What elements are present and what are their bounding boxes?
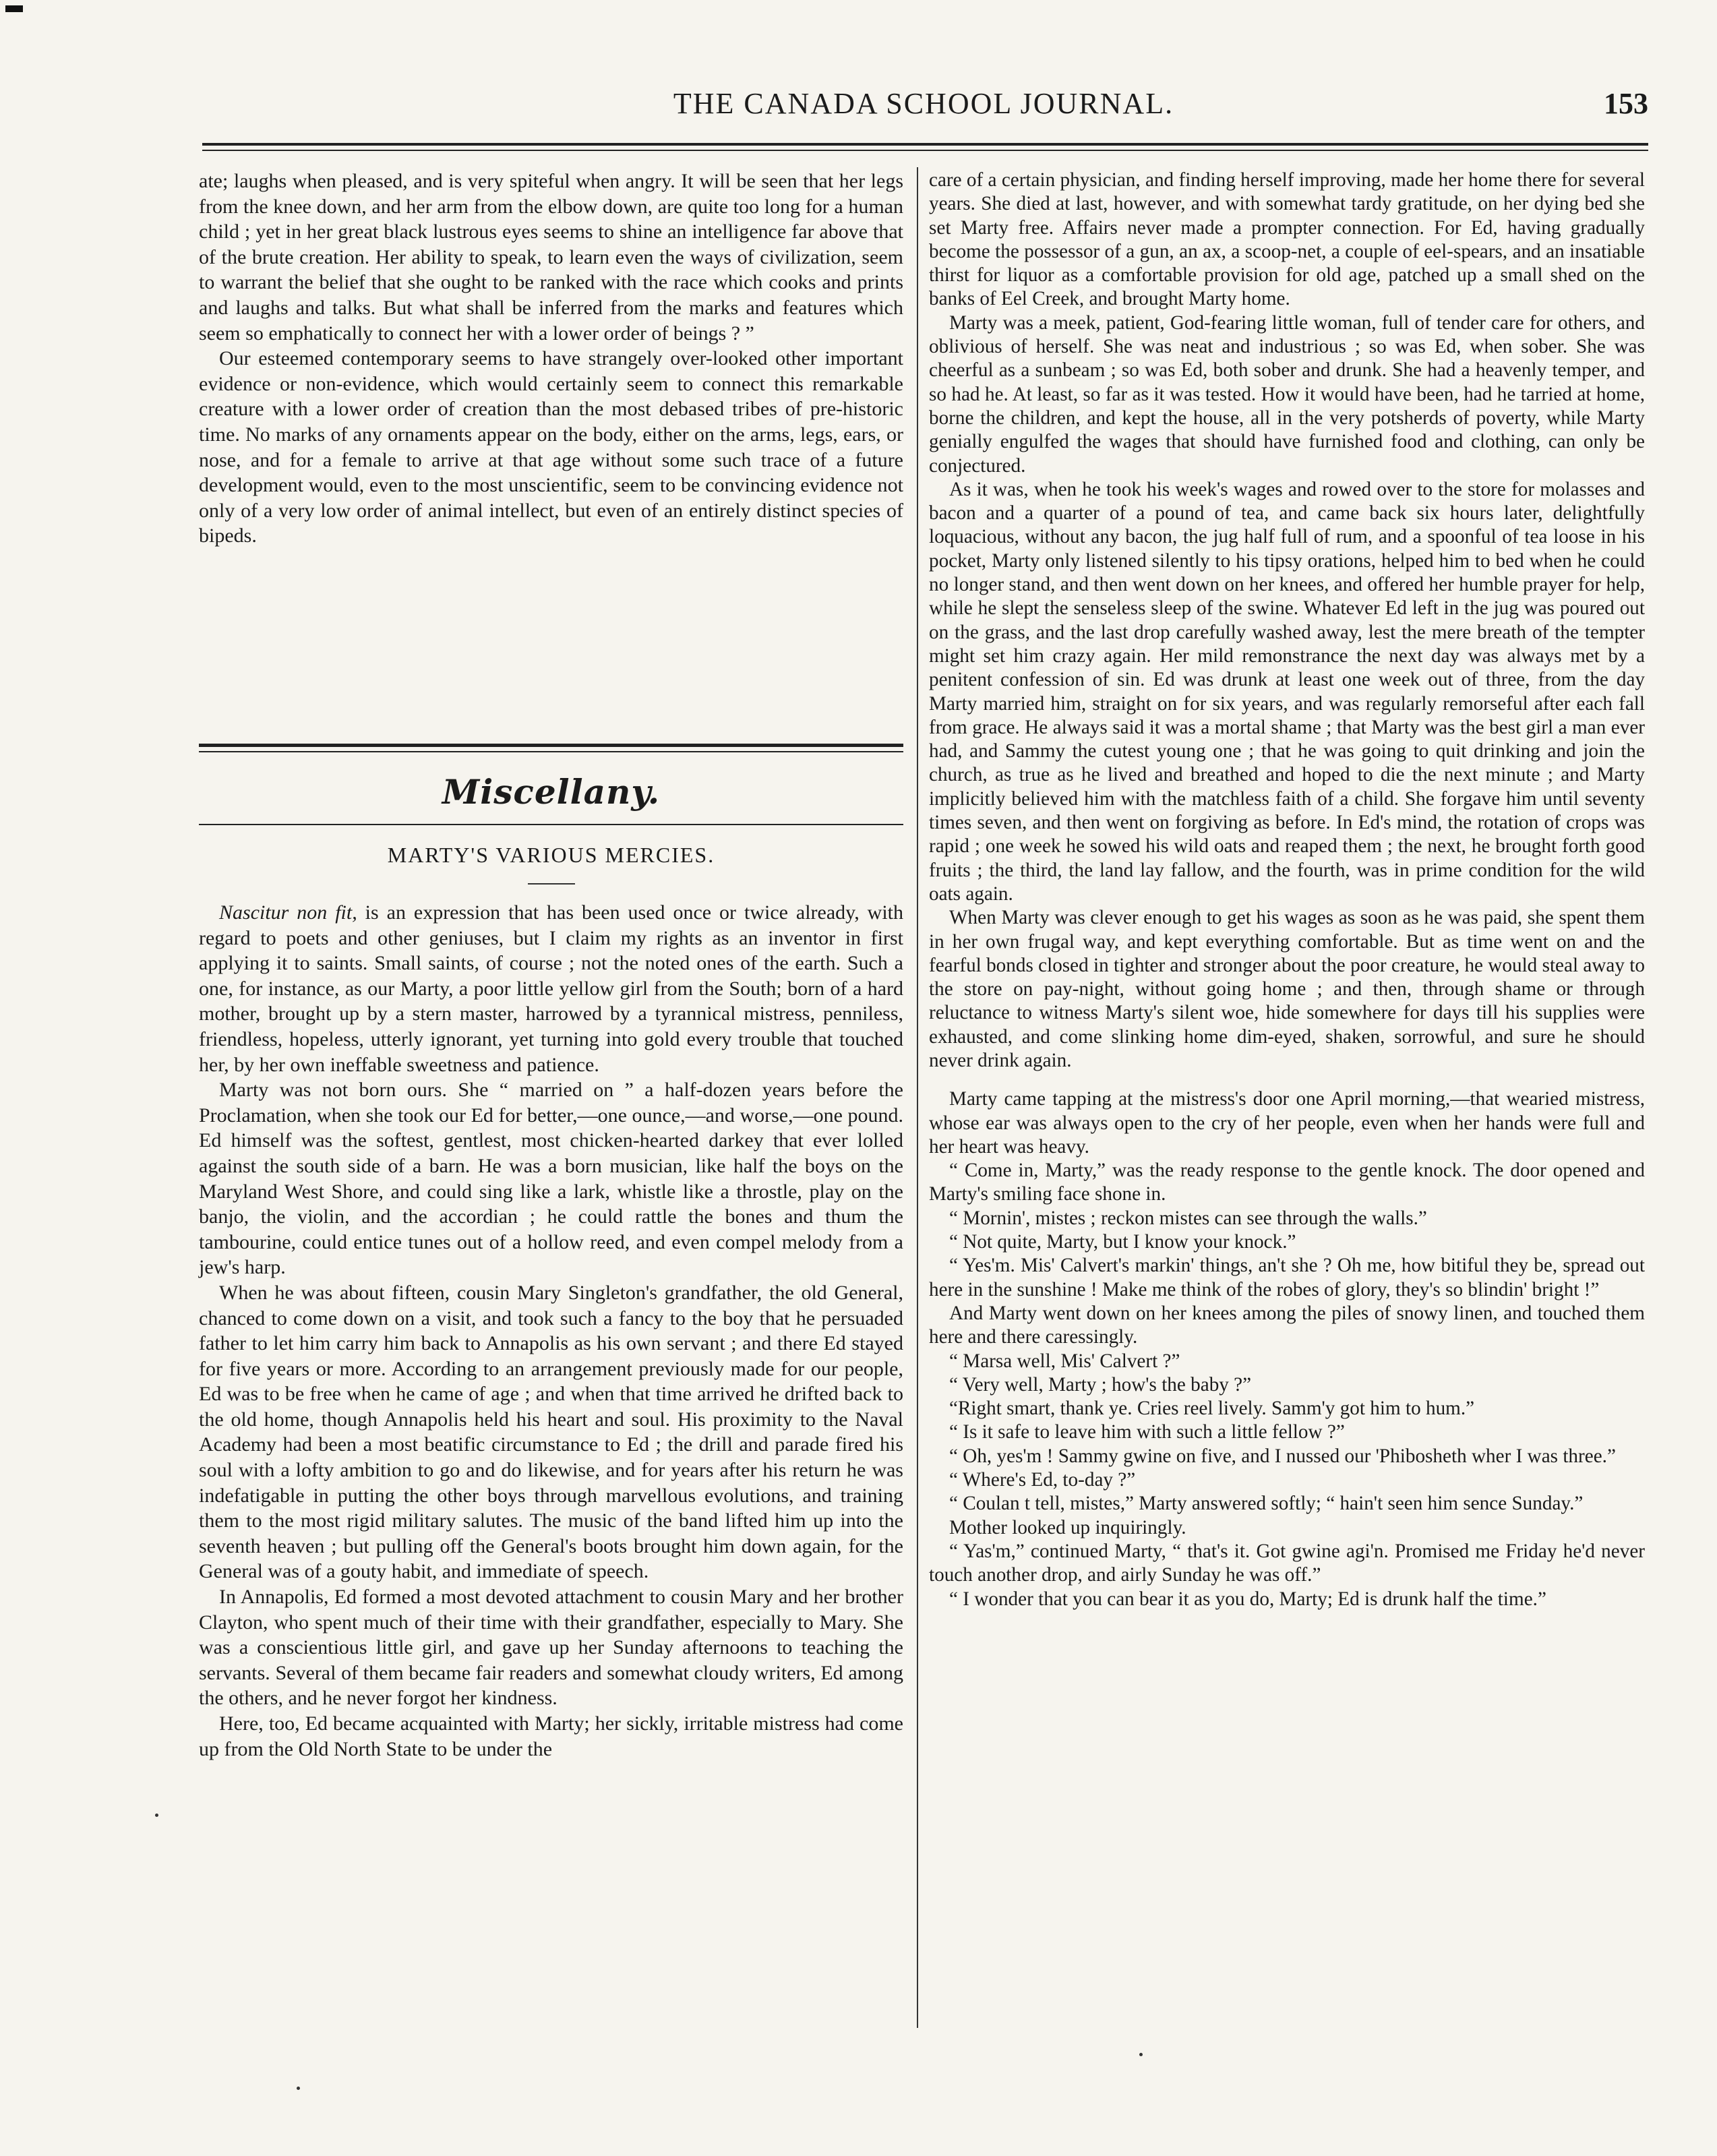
header-rule-top	[202, 143, 1648, 146]
right-paragraph-4: When Marty was clever enough to get his wages as soon as he was paid, she spent them in her own frugal way, and kept everything comfortable. But as time went on and the fearful bonds closed in tighter and stronger about the poor creature, he would steal away to the store on pay-night, without going home ; and then, through shame or through reluctance to witness Marty's silent woe, hide somewhere for days till his supplies were exhausted, and come slinking home dim-eyed, shaken, sorrowful, and sure he should never drink again.	[929, 907, 1645, 1071]
dialogue-paragraph-14: Mother looked up inquiringly.	[949, 1516, 1186, 1538]
dialogue-paragraph-11: “ Oh, yes'm ! Sammy gwine on five, and I nussed our 'Phibosheth wher I was three.”	[949, 1445, 1616, 1467]
left-intro-paragraph-1: ate; laughs when pleased, and is very spiteful when angry. It will be seen that her legs from the knee down, and her arm from the elbow down, are quite too long for a human child ; yet in her great black lustrous eyes seems to shine an intelligence far above that of the brute creation. Her ability to speak, to learn even the ways of civilization, seem to warrant the belief that she ought to be ranked with the race which cooks and prints and laughs and talks. But what shall be inferred from the marks and features which seem so emphatically to connect her with a lower order of beings ? ”	[199, 170, 903, 345]
section-heading-miscellany: Miscellany.	[442, 772, 661, 812]
story-paragraph-1: Marty was not born ours. She “ married on ” a half-dozen years before the Proclamation, when she took our Ed for better,—one ounce,—and worse,—one pound. Ed himself was the softest, gentlest, most chicken-hearted darkey that ever lolled against the south side of a barn. He was a born musician, like half the boys on the Maryland West Shore, and could sing like a lark, whistle like a throstle, play on the banjo, the violin, and the accordian ; he could rattle the bones and thum the tambourine, could entice tunes out of a hollow reed, and even compel melody from a jew's harp.	[199, 1079, 903, 1279]
story-title: MARTY'S VARIOUS MERCIES.	[387, 843, 715, 867]
story-paragraph-4: Here, too, Ed became acquainted with Marty; her sickly, irritable mistress had come up from the Old North State to be under the	[199, 1712, 903, 1760]
dialogue-paragraph-3: “ Mornin', mistes ; reckon mistes can see through the walls.”	[949, 1207, 1427, 1229]
left-intro-text	[199, 169, 903, 549]
dialogue-paragraph-15: “ Yas'm,” continued Marty, “ that's it. Got gwine agi'n. Promised me Friday he'd never touch another drop, and airly Sunday he was off.”	[929, 1540, 1645, 1586]
header-rule-bottom	[202, 150, 1648, 151]
scan-corner-mark	[5, 5, 23, 12]
story-paragraph-3: In Annapolis, Ed formed a most devoted attachment to cousin Mary and her brother Clayton, who spent much of their time with their grandfather, especially to Mary. She was a conscientious little girl, and gave up her Sunday afternoons to teaching the servants. Several of them became fair readers and somewhat cloudy writers, Ed among the others, and he never forgot her kindness.	[199, 1586, 903, 1710]
right-paragraph-2: Marty was a meek, patient, God-fearing little woman, full of tender care for others, and oblivious of herself. She was neat and industrious ; so was Ed, when sober. She was cheerful as a sunbeam ; so was Ed, both sober and drunk. She had a heavenly temper, and so had he. At least, so far as it was tested. How it would have been, had he tarried at home, borne the children, and kept the house, all in the very potsherds of poverty, while Marty genially engulfed the wages that should have furnished food and clothing, can only be conjectured.	[929, 311, 1645, 477]
dialogue-paragraph-12: “ Where's Ed, to-day ?”	[949, 1469, 1136, 1491]
dialogue-paragraph-16: “ I wonder that you can bear it as you do, Marty; Ed is drunk half the time.”	[949, 1588, 1546, 1610]
dialogue-paragraph-4: “ Not quite, Marty, but I know your knock.”	[949, 1231, 1296, 1253]
right-paragraph-3: As it was, when he took his week's wages and rowed over to the store for molasses and bacon and a quarter of a pound of tea, and came back six hours later, delightfully loquacious, without any bacon, the jug half full of rum, and a spoonful of tea loose in his pocket, Marty only listened silently to his tipsy orations, helped him to bed when he could no longer stand, and then went down on her knees, and offered her humble prayer for help, while he slept the senseless sleep of the swine. Whatever Ed left in the jug was poured out on the grass, and the last drop carefully washed away, lest the mere breath of the tempter might set him crazy again. Her mild remonstrance the next day was always met by a penitent confession of sin. Ed was drunk at least one week out of three, from the day Marty married him, straight on for six years, and was regularly remorseful after each fall from grace. He always said it was a mortal shame ; that Marty was the best girl a man ever had, and Sammy the cutest young one ; that he was going to quit drinking and join the church, as true as he lived and breathed and hoped to die the next minute ; and Marty implicitly believed him with the matchless faith of a child. She forgave him until seventy times seven, and then went on forgiving as before. In Ed's mind, the rotation of crops was rapid ; one week he sowed his wild oats and reaped them ; the next, he brought forth good fruits ; the third, the land lay fallow, and the fourth, was in prime condition for the wild oats again.	[929, 478, 1645, 905]
story-paragraph-2: When he was about fifteen, cousin Mary Singleton's grandfather, the old General, chanced to come down on a visit, and took such a fancy to the boy that he persuaded father to let him carry him back to Annapolis as his own servant ; and there Ed stayed for five years or more. According to an arrangement previously made for our people, Ed was to be free when he came of age ; and when that time arrived he drifted back to the old home, though Annapolis held his heart and soul. His proximity to the Naval Academy had been a most beatific circumstance to Ed ; the drill and parade fired his soul with a lofty ambition to go and do likewise, and for years after his return he was indefatigable in putting the other boys through marvellous evolutions, and training them to the most rigid military salutes. The music of the band lifted him up into the seventh heaven ; but pulling off the General's boots brought him down again, for the General was of a gouty habit, and immediate of speech.	[199, 1281, 903, 1583]
story-title-dash	[528, 883, 575, 885]
section-divider-rule	[199, 744, 903, 752]
dialogue-paragraph-6: And Marty went down on her knees among the piles of snowy linen, and touched them here and there caressingly.	[929, 1302, 1645, 1348]
story-lead-text: is an expression that has been used once or twice already, with regard to poets and other geniuses, but I claim my rights as an inventor in first applying it to saints. Small saints, of course ; not the noted ones of the earth. Such a one, for instance, as our Marty, a poor little yellow girl from the South; born of a hard mother, brought up by a stern master, harrowed by a tyrannical mistress, penniless, friendless, hopeless, utterly ignorant, yet turning into gold every trouble that touched her, by her own ineffable sweetness and patience.	[199, 901, 903, 1076]
page-header	[199, 86, 1648, 127]
dialogue-paragraph-7: “ Marsa well, Mis' Calvert ?”	[949, 1350, 1180, 1372]
dialogue-paragraph-1: Marty came tapping at the mistress's door one April morning,—that wearied mistress, whose ear was always open to the cry of her people, even when her hands were full and her heart was heavy.	[929, 1088, 1645, 1158]
dialogue-paragraph-2: “ Come in, Marty,” was the ready response to the gentle knock. The door opened and Marty's smiling face shone in.	[929, 1160, 1645, 1205]
left-intro-paragraph-2: Our esteemed contemporary seems to have strangely over-looked other important evidence or non-evidence, which would certainly seem to connect this remarkable creature with a lower order of creation than the most debased tribes of pre-historic time. No marks of any ornaments appear on the body, either on the arms, legs, ears, or nose, and for a female to arrive at that age without some such trace of a future development would, even to the most unscientific, seem to be convincing evidence not only of a very low order of animal intellect, but even of an entirely distinct species of bipeds.	[199, 347, 903, 547]
story-lead-paragraph	[199, 900, 903, 1077]
left-story-text	[199, 900, 903, 1762]
story-lead-latin: Nascitur non fit,	[219, 901, 357, 924]
dialogue-paragraph-9: “Right smart, thank ye. Cries reel lively. Samm'y got him to hum.”	[949, 1398, 1475, 1420]
right-paragraph-1: care of a certain physician, and finding herself improving, made her home there for several years. She died at last, however, and with somewhat tardy gratitude, on her dying bed she set Marty free. Affairs never made a prompter connection. For Ed, having gradually become the possessor of a gun, an ax, a scoop-net, a couple of eel-spears, and an insatiable thirst for liquor as a comfortable provision for old age, patched up a small shed on the banks of Eel Creek, and brought Marty home.	[929, 169, 1645, 310]
dialogue-paragraph-8: “ Very well, Marty ; how's the baby ?”	[949, 1373, 1252, 1396]
page-number: 153	[1604, 87, 1648, 120]
section-heading-underline	[199, 824, 903, 825]
dialogue-paragraph-13: “ Coulan t tell, mistes,” Marty answered softly; “ hain't seen him sence Sunday.”	[949, 1493, 1584, 1515]
dialogue-paragraph-5: “ Yes'm. Mis' Calvert's markin' things, an't she ? Oh me, how bitiful they be, spread out here in the sunshine ! Make me think of the robes of glory, they's so blindin' bright !”	[929, 1255, 1645, 1300]
column-divider	[917, 167, 918, 2028]
right-column-text	[929, 169, 1645, 1611]
journal-title: THE CANADA SCHOOL JOURNAL.	[673, 87, 1174, 120]
dialogue-paragraph-10: “ Is it safe to leave him with such a little fellow ?”	[949, 1421, 1345, 1443]
